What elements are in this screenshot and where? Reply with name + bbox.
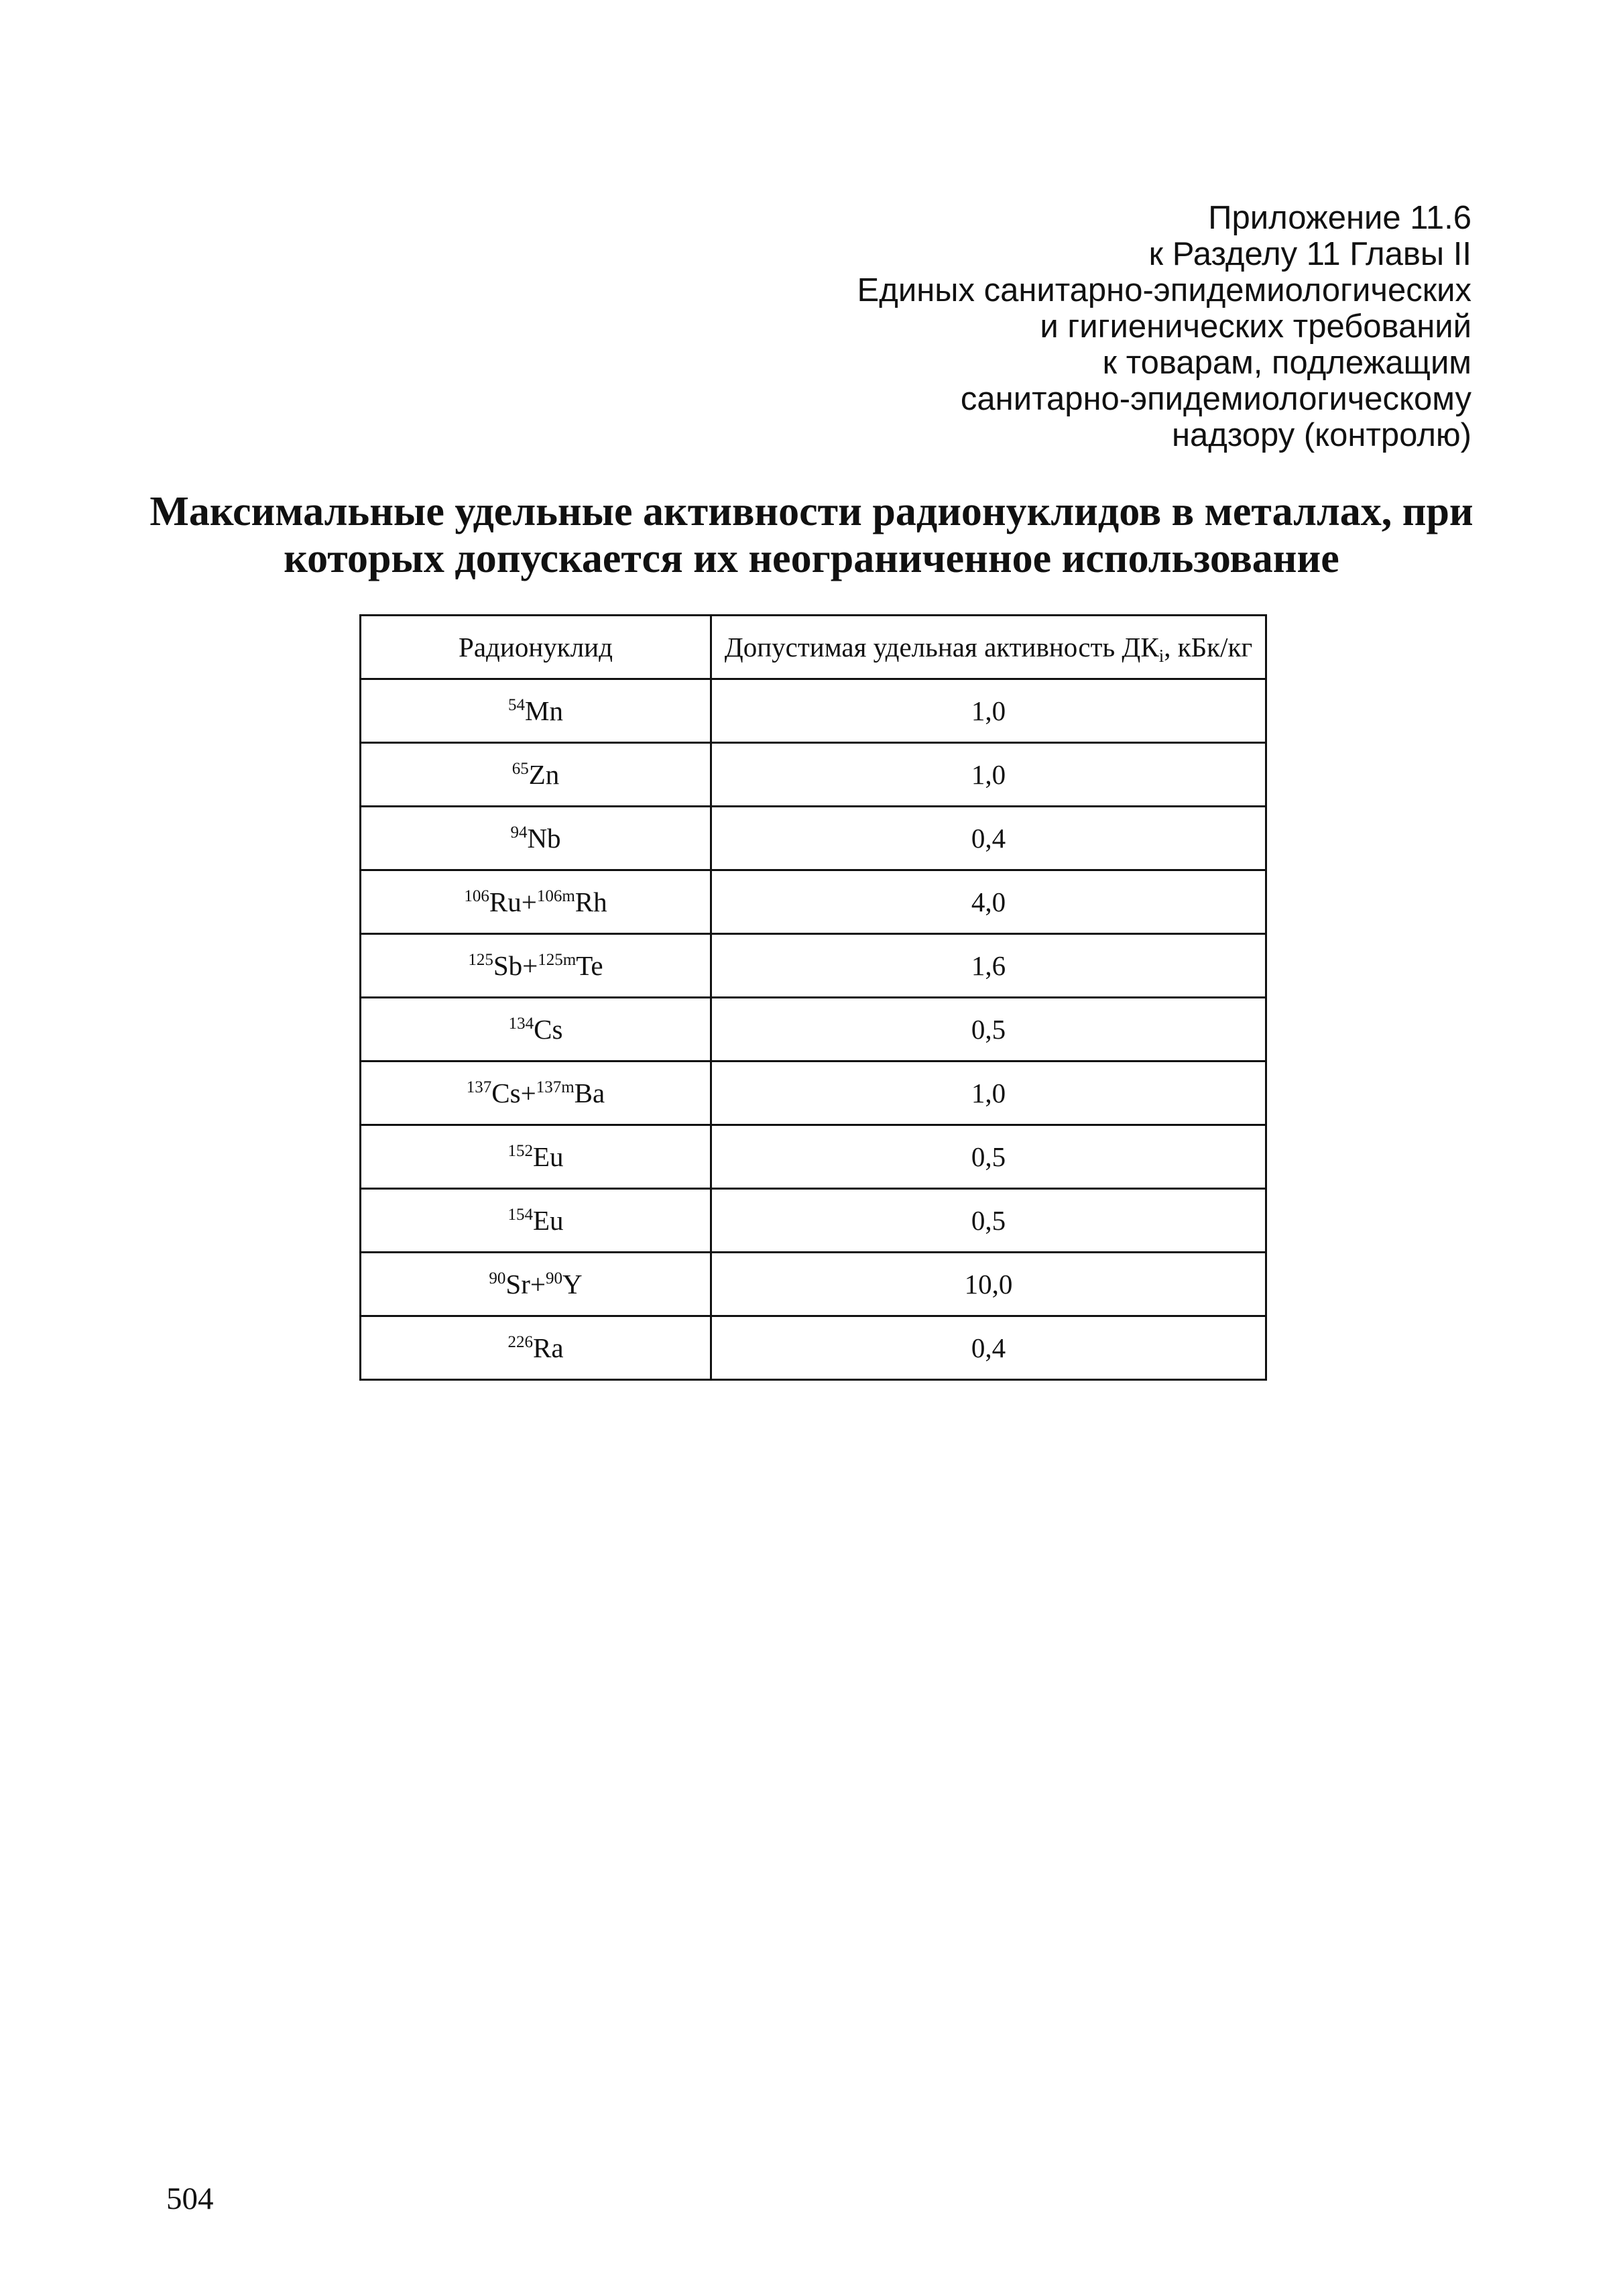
- element-symbol: Nb: [527, 823, 561, 854]
- mass-number: 154: [507, 1206, 533, 1224]
- plus-sign: +: [521, 886, 537, 917]
- radionuclide-cell: [361, 998, 711, 1061]
- mass-number: 106: [464, 887, 489, 905]
- appendix-reference: [857, 200, 1471, 453]
- element-symbol: Rh: [575, 886, 607, 917]
- activity-value-cell: 0,5: [711, 1189, 1266, 1253]
- element-symbol: Sr: [505, 1269, 530, 1300]
- title-line-1: Максимальные удельные активности радионуклидов в металлах, при: [149, 489, 1474, 534]
- plus-sign: +: [530, 1269, 546, 1300]
- activity-value-cell: 0,5: [711, 1125, 1266, 1189]
- table-row: [361, 1061, 1266, 1125]
- mass-number: 125: [468, 951, 493, 969]
- radionuclide-cell: [361, 1125, 711, 1189]
- activity-value-cell: 10,0: [711, 1253, 1266, 1316]
- plus-sign: +: [520, 1078, 536, 1108]
- appendix-line: и гигиенических требований: [1040, 308, 1471, 345]
- radionuclide-cell: [361, 870, 711, 934]
- radionuclide-cell: [361, 1316, 711, 1380]
- table-row: [361, 934, 1266, 998]
- table-row: [361, 743, 1266, 807]
- appendix-line: к Разделу 11 Главы II: [1148, 236, 1471, 272]
- mass-number: 65: [512, 760, 529, 778]
- table-row: [361, 807, 1266, 870]
- radionuclide-cell: [361, 1189, 711, 1253]
- mass-number: 94: [510, 823, 528, 842]
- element-symbol: Zn: [528, 759, 560, 790]
- table-row: [361, 1253, 1266, 1316]
- element-symbol: Y: [562, 1269, 583, 1300]
- element-symbol: Eu: [532, 1141, 564, 1172]
- table-row: [361, 679, 1266, 743]
- table-row: [361, 1189, 1266, 1253]
- radionuclide-cell: [361, 807, 711, 870]
- activity-value-cell: 1,0: [711, 743, 1266, 807]
- radionuclide-cell: [361, 1253, 711, 1316]
- element-symbol: Cs: [534, 1014, 563, 1045]
- header-radionuclide: Радионуклид: [361, 616, 711, 679]
- mass-number: 137: [466, 1078, 492, 1096]
- element-symbol: Cs: [491, 1078, 521, 1108]
- mass-number: 134: [508, 1015, 534, 1033]
- element-symbol: Sb: [493, 950, 523, 981]
- mass-number: 226: [507, 1333, 533, 1351]
- element-symbol: Te: [576, 950, 603, 981]
- radionuclide-cell: [361, 1061, 711, 1125]
- activity-value-cell: 1,0: [711, 679, 1266, 743]
- radionuclide-table: [359, 614, 1267, 1381]
- mass-number: 125m: [538, 951, 577, 969]
- appendix-line: Приложение 11.6: [1208, 200, 1471, 236]
- element-symbol: Mn: [525, 695, 563, 726]
- activity-value-cell: 0,5: [711, 998, 1266, 1061]
- table-row: [361, 1125, 1266, 1189]
- mass-number: 54: [508, 696, 526, 714]
- mass-number: 152: [507, 1142, 533, 1160]
- table-row: [361, 870, 1266, 934]
- table-row: [361, 1316, 1266, 1380]
- mass-number: 137m: [536, 1078, 575, 1096]
- header-activity-unit: , кБк/кг: [1164, 632, 1253, 663]
- activity-value-cell: 1,0: [711, 1061, 1266, 1125]
- radionuclide-cell: [361, 934, 711, 998]
- document-title: [0, 488, 1623, 582]
- element-symbol: Ba: [574, 1078, 605, 1108]
- activity-value-cell: 1,6: [711, 934, 1266, 998]
- element-symbol: Ra: [532, 1332, 564, 1363]
- appendix-line: Единых санитарно-эпидемиологических: [857, 272, 1471, 308]
- element-symbol: Eu: [532, 1205, 564, 1236]
- activity-value-cell: 0,4: [711, 1316, 1266, 1380]
- header-activity-subscript: i: [1158, 646, 1164, 666]
- activity-value-cell: 0,4: [711, 807, 1266, 870]
- appendix-line: санитарно-эпидемиологическому: [960, 381, 1471, 417]
- header-activity-text: Допустимая удельная активность ДК: [724, 632, 1159, 663]
- element-symbol: Ru: [489, 886, 522, 917]
- mass-number: 90: [489, 1269, 506, 1287]
- table-header-row: [361, 616, 1266, 679]
- plus-sign: +: [522, 950, 538, 981]
- radionuclide-cell: [361, 679, 711, 743]
- radionuclide-cell: [361, 743, 711, 807]
- appendix-line: к товарам, подлежащим: [1102, 345, 1471, 381]
- mass-number: 90: [545, 1269, 562, 1287]
- page-number: 504: [166, 2181, 214, 2216]
- mass-number: 106m: [536, 887, 575, 905]
- appendix-line: надзору (контролю): [1171, 417, 1471, 453]
- table-body: [361, 679, 1266, 1380]
- activity-value-cell: 4,0: [711, 870, 1266, 934]
- header-activity: [711, 616, 1266, 679]
- title-line-2: которых допускается их неограниченное использование: [284, 536, 1339, 581]
- table-row: [361, 998, 1266, 1061]
